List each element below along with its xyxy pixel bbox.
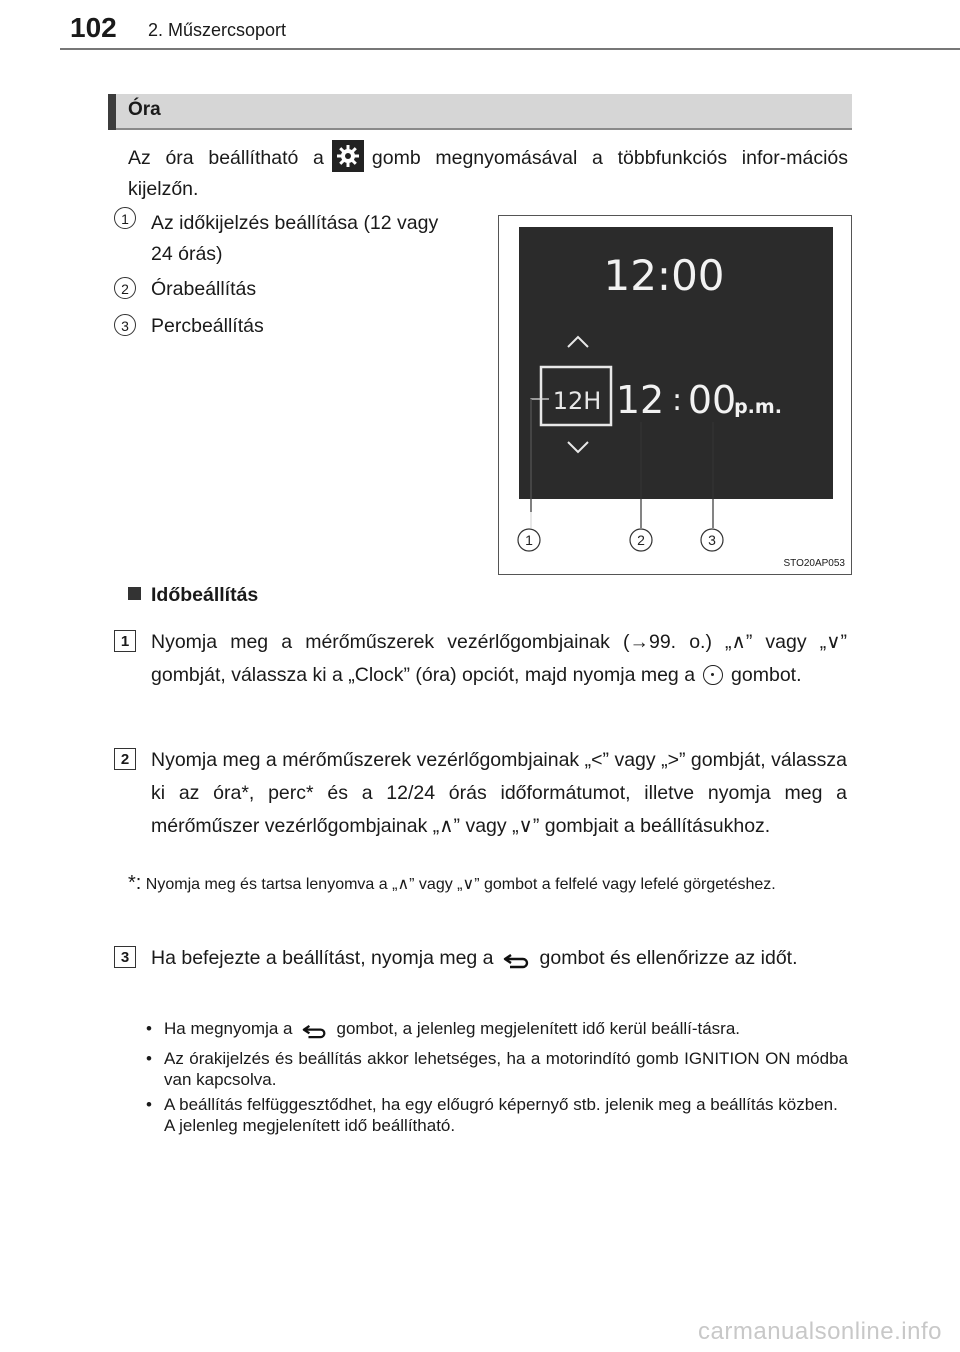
intro-paragraph (128, 140, 848, 205)
callout-text-3: Percbeállítás (151, 315, 264, 337)
note-item-2: • Az órakijelzés és beállítás akkor lehetséges, ha a motorindító gomb IGNITION ON módba van kapcsolva. (146, 1048, 848, 1090)
enter-button-icon (703, 665, 723, 685)
figure-label-2: 2 (637, 532, 645, 548)
note-3-line-1: • A beállítás felfüggesztődhet, ha egy előugró képernyő stb. jelenik meg a beállítás közben. (164, 1095, 838, 1114)
callout-number-1: 1 (114, 207, 136, 229)
note-3-line-2: A jelenleg megjelenített idő beállítható. (164, 1116, 456, 1135)
step-number-3: 3 (114, 946, 136, 968)
intro-text-before: Az óra beállítható a (128, 147, 324, 169)
subheading (128, 584, 258, 607)
section-bar (108, 94, 852, 130)
note-1-text-b: gombot, a jelenleg megjelenített idő kerül beállí-tásra. (336, 1019, 741, 1038)
section-title: Óra (128, 99, 161, 120)
watermark: carmanualsonline.info (698, 1318, 942, 1345)
hour-text: 12 (615, 378, 665, 422)
callout-text-2: Órabeállítás (151, 278, 257, 300)
note-1-text-a: Ha megnyomja a (164, 1019, 293, 1038)
header-rule (60, 48, 960, 50)
notes-list (146, 1018, 848, 1136)
step-3-text (151, 942, 847, 980)
clock-figure (498, 215, 852, 575)
footnote (128, 873, 848, 895)
footnote-mark: *: (128, 872, 142, 894)
step-3-text-a: Ha befejezte a beállítást, nyomja meg a (151, 947, 494, 969)
step-2-text: Nyomja meg a mérőműszerek vezérlőgombjainak „<” vagy „>” gombját, válassza ki az óra*, perc* és a 12/24 órás időformátumot, illetve nyomja meg a mérőműszer vezérlőgombjainak „∧” vagy „∨” gombjait a beállításukhoz. (151, 749, 847, 837)
settings-gear-icon (332, 140, 364, 172)
note-item-3 (146, 1094, 848, 1136)
page-number: 102 (70, 12, 117, 43)
footnote-text: Nyomja meg és tartsa lenyomva a „∧” vagy „∨” gombot a felfelé vagy lefelé görgetéshez. (145, 876, 776, 893)
callout-number-3: 3 (114, 314, 136, 336)
back-arrow-icon (301, 1023, 329, 1044)
mode-text: 12H (552, 387, 602, 415)
square-bullet-icon (128, 587, 141, 600)
subheading-text: Időbeállítás (151, 584, 259, 606)
chapter-title: 2. Műszercsoport (148, 20, 287, 40)
clock-big-time: 12:00 (603, 251, 725, 300)
step-1-text (151, 626, 847, 692)
step-number-1: 1 (114, 630, 136, 652)
note-item-1 (146, 1018, 848, 1044)
callout-leaders (499, 216, 853, 576)
section-bar-tab (108, 94, 116, 130)
step-1-text-b: gombot. (731, 664, 802, 686)
step-1-text-a: Nyomja meg a mérőműszerek vezérlőgombjainak (→99. o.) „∧” vagy „∨” gombját, válassza ki a „Clock” (óra) opciót, majd nyomja meg a (151, 631, 847, 686)
back-arrow-icon (502, 947, 532, 980)
minute-text: 00 (687, 378, 737, 422)
ampm-text: p.m. (734, 396, 782, 418)
figure-code: STO20AP053 (783, 558, 845, 569)
step-number-2: 2 (114, 748, 136, 770)
figure-label-3: 3 (708, 532, 716, 548)
callout-text-1: Az időkijelzés beállítása (12 vagy 24 órás) (151, 212, 439, 265)
figure-label-1: 1 (525, 532, 533, 548)
step-3-text-b: gombot és ellenőrizze az időt. (539, 947, 798, 969)
callout-number-2: 2 (114, 277, 136, 299)
intro-text-after: gomb megnyomásával a többfunkciós infor-mációs kijelzőn. (128, 147, 848, 200)
colon-text: : (671, 383, 683, 418)
